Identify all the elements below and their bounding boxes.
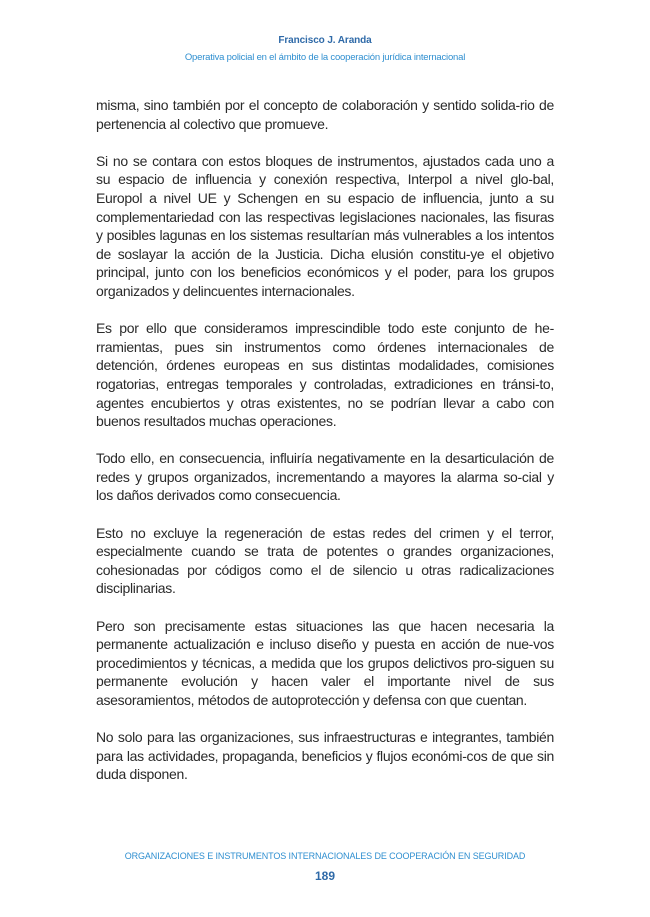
paragraph: Esto no excluye la regeneración de estas redes del crimen y el terror, especialmente cuando se trata de potentes o grandes organizaciones, cohesionadas por códigos como el de silencio u otras radicalizaciones disciplinarias. (96, 524, 554, 597)
running-header-subtitle: Operativa policial en el ámbito de la cooperación jurídica internacional (184, 52, 466, 63)
paragraph: Pero son precisamente estas situaciones las que hacen necesaria la permanente actualización e incluso diseño y puesta en acción de nue-vos procedimientos y técnicas, a medida que los grupos delictivos pro-siguen su permanente evolución y hacen valer el importante nivel de sus asesoramientos, métodos de autoprotección y defensa con que cuentan. (96, 617, 554, 708)
running-footer-book-title: ORGANIZACIONES E INSTRUMENTOS INTERNACIONALES DE COOPERACIÓN EN SEGURIDAD (124, 851, 526, 861)
running-header-author: Francisco J. Aranda (278, 35, 372, 46)
paragraph: Es por ello que consideramos imprescindible todo este conjunto de he-rramientas, pues sin instrumentos como órdenes internacionales de detención, órdenes europeas en sus distintas modalidades, comisiones rogatorias, entregas temporales y controladas, extradiciones en tránsi-to, agentes encubiertos y otras existentes, no se podrían llevar a cabo con buenos resultados muchas operaciones. (96, 320, 554, 430)
paragraph: No solo para las organizaciones, sus infraestructuras e integrantes, también para las actividades, propaganda, beneficios y flujos económi-cos de que sin duda disponen. (96, 729, 554, 783)
paragraph: Si no se contara con estos bloques de instrumentos, ajustados cada uno a su espacio de influencia y conexión respectiva, Interpol a nivel glo-bal, Europol a nivel UE y Schengen en su espacio de influencia, junto a su complementariedad con las respectivas legislaciones nacionales, las fisuras y posibles lagunas en los sistemas resultarían más vulnerables a los intentos de soslayar la acción de la Justicia. Dicha elusión constitu-ye el objetivo principal, junto con los beneficios económicos y el poder, para los grupos organizados y delincuentes internacionales. (96, 152, 554, 299)
page-footer (0, 849, 650, 885)
body-text (96, 96, 554, 803)
paragraph: Todo ello, en consecuencia, influiría negativamente en la desarticulación de redes y grupos organizados, incrementando a mayores la alarma so-cial y los daños derivados como consecuencia. (96, 450, 554, 504)
page-number: 189 (314, 869, 336, 883)
page-header (0, 34, 650, 66)
paragraph: misma, sino también por el concepto de colaboración y sentido solida-rio de pertenencia al colectivo que promueve. (96, 97, 554, 132)
